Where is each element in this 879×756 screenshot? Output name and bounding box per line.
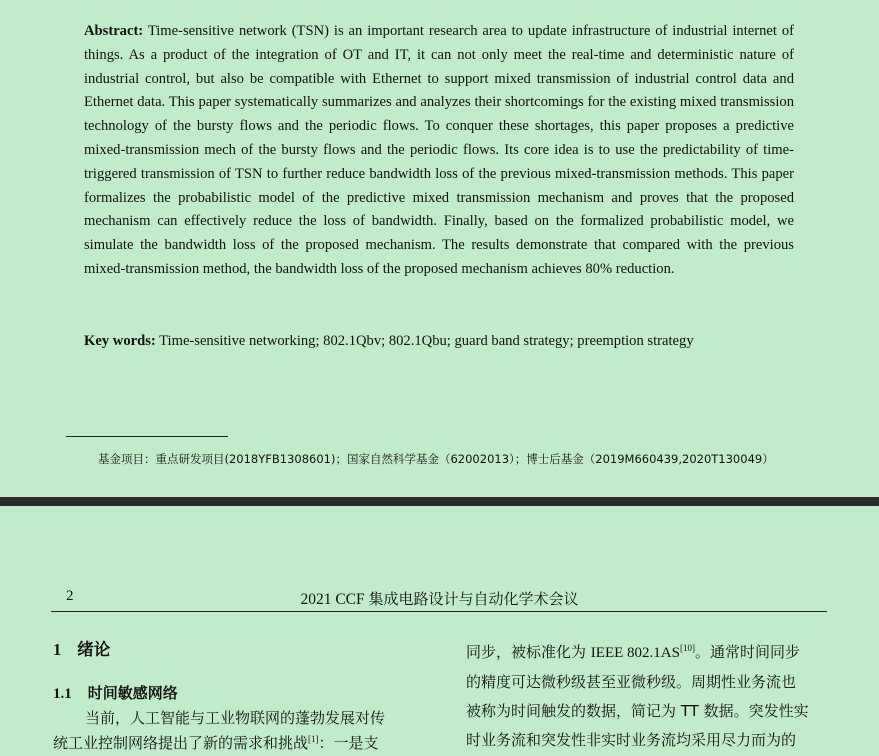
- footnote-rule: [66, 436, 228, 437]
- header-rule: [51, 611, 827, 612]
- page-2: [0, 506, 879, 756]
- right-line-1-b: 。通常时间同步: [694, 643, 800, 661]
- citation-ref-10[interactable]: [10]: [679, 643, 695, 653]
- citation-ref[interactable]: [1]: [308, 734, 319, 744]
- standard-name: IEEE 802.1AS: [590, 645, 680, 661]
- section-1-1-number: 1.1: [53, 686, 72, 702]
- section-1-1-title: 时间敏感网络: [87, 684, 178, 702]
- right-line-1-a: 同步，被标准化为: [466, 643, 591, 661]
- funding-footnote: 基金项目：重点研发项目(2018YFB1308601)；国家自然科学基金（62002013）；博士后基金（2019M660439,2020T130049）: [98, 452, 774, 466]
- page-separator: [0, 497, 879, 506]
- section-1-number: 1: [53, 640, 62, 659]
- section-1-title: 绪论: [77, 640, 111, 659]
- abstract-text: Time-sensitive network (TSN) is an important research area to update infrastructure of industrial internet of things. As a product of the integration of OT and IT, it can not only meet the real-time and deterministic nature of industrial control, but also be compatible with Ethernet to support mixed transmission of industrial control data and Ethernet data. This paper systematically summarizes and analyzes their shortcomings for the existing mixed transmission technology of the bursty flows and the periodic flows. To conquer these shortages, this paper proposes a predictive mixed-transmission mech of the bursty flows and the periodic flows. Its core idea is to use the predictability of time-triggered transmission of TSN to further reduce bandwidth loss of the previous mixed-transmission methods. This paper formalizes the probabilistic model of the predictive mixed transmission mechanism and proves that the proposed mechanism can effectively reduce the loss of bandwidth. Finally, based on the formalized probabilistic model, we simulate the bandwidth loss of the proposed mechanism. The results demonstrate that compared with the previous mixed-transmission method, the bandwidth loss of the proposed mechanism achieves 80% reduction.: [84, 23, 794, 277]
- abstract-paragraph: [84, 20, 794, 282]
- right-line-4: 时业务流和突发性非实时业务流均采用尽力而为的: [466, 731, 797, 749]
- keywords-label: Key words:: [84, 333, 156, 349]
- right-line-1: [466, 638, 828, 668]
- running-head: [0, 588, 879, 609]
- right-line-2: 的精度可达微秒级甚至亚微秒级。周期性业务流也: [466, 673, 797, 691]
- keywords-line: [84, 330, 794, 354]
- running-head-en: 2021 CCF: [300, 591, 369, 608]
- right-line-3: 被称为时间触发的数据，简记为 TT 数据。突发性实: [466, 702, 809, 720]
- left-line-1: 当前，人工智能与工业物联网的蓬勃发展对传: [85, 709, 386, 727]
- left-body-text: [53, 706, 413, 756]
- section-1-1-heading: [53, 682, 413, 706]
- running-head-cn: 集成电路设计与自动化学术会议: [368, 590, 579, 608]
- left-line-2-tail: ：一是支: [318, 734, 379, 752]
- section-1-heading: [53, 636, 413, 664]
- left-line-2: [53, 731, 413, 756]
- left-line-2-text: 统工业控制网络提出了新的需求和挑战: [53, 734, 309, 752]
- right-column: [466, 638, 828, 755]
- abstract-label: Abstract:: [84, 23, 144, 39]
- keywords-text: Time-sensitive networking; 802.1Qbv; 802.1Qbu; guard band strategy; preemption strategy: [155, 333, 694, 349]
- left-column: [53, 636, 413, 756]
- page-number: 2: [66, 588, 74, 604]
